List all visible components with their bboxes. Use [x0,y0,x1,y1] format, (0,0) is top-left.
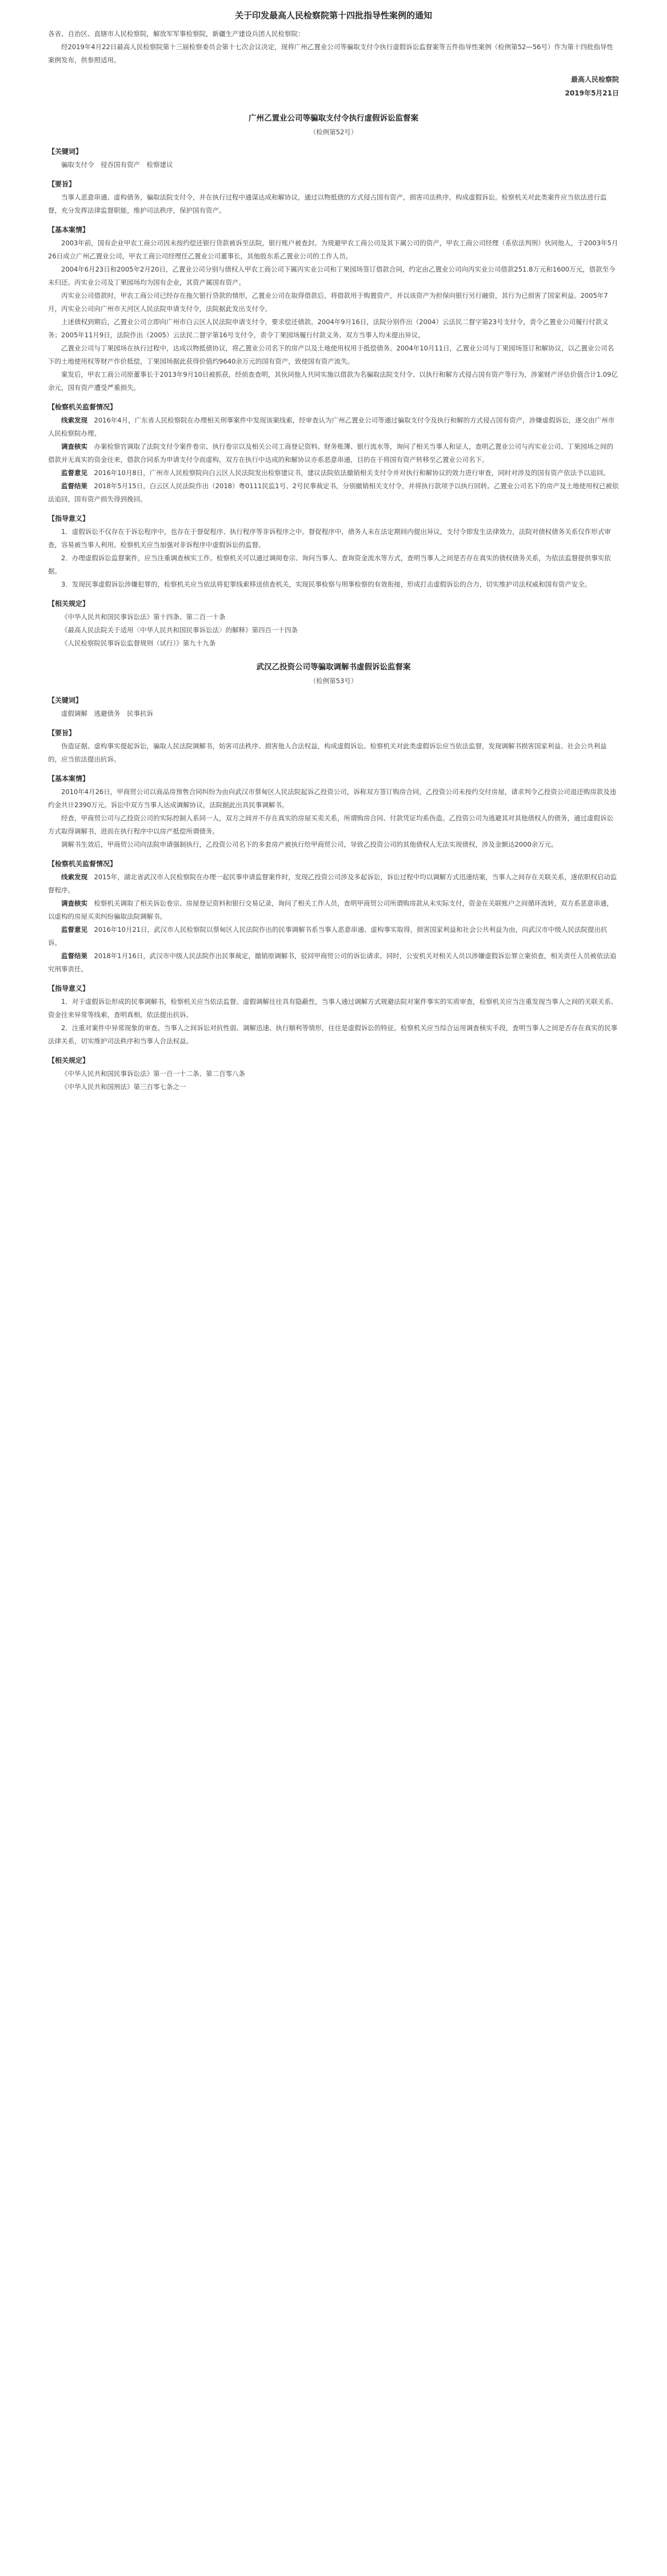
section-heading: 【基本案情】 [48,775,90,783]
notice-date: 2019年5月21日 [565,89,619,97]
paragraph [48,897,619,923]
paragraph-text: 2015年，湖北省武汉市人民检察院在办理一起民事申请监督案件时，发现乙投资公司涉及多起诉讼，诉讼过程中均以调解方式迅速结案，当事人之间存在关联关系，遂依职权启动监督程序。 [48,873,617,894]
case-block [0,650,667,1094]
paragraph-text: 丙实业公司借款时，甲农工商公司已经存在拖欠银行贷款的情形，乙置业公司在取得借款后，将借款用于购置资产，并以该资产为担保向银行另行融资，其行为已损害了国家利益。2005年7月，丙实业公司向广州市天河区人民法院申请支付令，法院据此发出支付令。 [48,292,608,313]
section-heading: 【检察机关监督情况】 [48,860,117,868]
section-heading: 【要旨】 [48,729,76,737]
paragraph-text: 《中华人民共和国民事诉讼法》第一百一十二条、第二百零八条 [61,1070,245,1078]
paragraph-lead: 监督意见 [61,469,87,477]
paragraph-text: 2016年10月21日，武汉市人民检察院以蔡甸区人民法院作出的民事调解书系当事人恶意串通、虚构事实取得，损害国家利益和社会公共利益为由，向武汉市中级人民法院提出抗诉。 [48,926,608,947]
paragraph-lead: 监督结果 [61,482,87,490]
paragraph-text: 案发后，甲农工商公司原董事长于2013年9月10日被抓获，经侦查查明，其伙同他人共同实施以借款为名骗取法院支付令、以执行和解方式侵占国有资产等行为，涉案财产评估价值合计1.09亿余元，国有资产遭受严重损失。 [48,370,618,392]
paragraph-lead: 监督意见 [61,926,87,934]
paragraph-text: 2010年4月26日，甲商贸公司以商品房预售合同纠纷为由向武汉市蔡甸区人民法院起诉乙投资公司，诉称双方签订购房合同，乙投资公司未按约交付房屋，请求判令乙投资公司退还购房款及违约金共计2390万元。诉讼中双方当事人达成调解协议，法院据此出具民事调解书。 [48,788,617,809]
paragraph-text: 《最高人民法院关于适用〈中华人民共和国民事诉讼法〉的解释》第四百一十四条 [61,626,298,634]
paragraph [48,785,619,812]
paragraph-text: 2016年10月8日，广州市人民检察院向白云区人民法院发出检察建议书，建议法院依法撤销相关支付令并对执行和解协议的效力进行审查，同时对涉及的国有资产依法予以追回。 [94,469,610,477]
paragraph [48,191,619,217]
paragraph [48,611,619,624]
section-heading: 【要旨】 [48,180,76,188]
paragraph [48,1067,619,1080]
paragraph-text: 3．发现民事虚假诉讼涉嫌犯罪的，检察机关应当依法将犯罪线索移送侦查机关，实现民事检察与刑事检察的有效衔接，形成打击虚假诉讼的合力，切实维护司法权威和国有资产安全。 [61,580,592,588]
section-heading: 【相关规定】 [48,600,90,608]
paragraph-text: 2003年前，国有企业甲农工商公司因未按约偿还银行贷款被诉至法院，银行账户被查封。为规避甲农工商公司及其下属公司的资产，甲农工商公司经理（系依法判刑）伙同他人，于2003年5月26日成立广州乙置业公司，甲农工商公司经理任乙置业公司董事长，其他股东系乙置业公司的工作人员。 [48,239,618,260]
paragraph [48,525,619,552]
paragraph-text: 《人民检察院民事诉讼监督规则（试行）》第九十九条 [61,639,216,647]
paragraph [48,480,619,506]
paragraph-text: 骗取支付令 侵吞国有资产 检察建议 [61,161,173,169]
paragraph-lead: 调查核实 [61,899,87,907]
paragraph [48,466,619,480]
case-title: 武汉乙投资公司等骗取调解书虚假诉讼监督案 [256,663,411,672]
section-heading: 【指导意义】 [48,984,90,992]
section-heading: 【基本案情】 [48,226,90,234]
paragraph [48,624,619,637]
notice-salutation: 各省、自治区、直辖市人民检察院，解放军军事检察院，新疆生产建设兵团人民检察院： [48,30,305,38]
paragraph [48,263,619,289]
case-number: （检例第52号） [309,128,358,136]
paragraph [48,440,619,466]
paragraph-text: 检察机关调取了相关诉讼卷宗、房屋登记资料和银行交易记录，询问了相关工作人员，查明甲商贸公司所谓购房款从未实际支付，资金在关联账户之间循环流转，双方系恶意串通，以虚构的房屋买卖纠纷骗取法院调解书。 [48,899,613,920]
paragraph-text: 伪造证据、虚构事实提起诉讼，骗取人民法院调解书，妨害司法秩序、损害他人合法权益，构成虚假诉讼。检察机关对此类虚假诉讼应当依法监督，发现调解书损害国家利益、社会公共利益的，应当依法提出抗诉。 [48,742,607,763]
paragraph [48,871,619,897]
paragraph-text: 办案检察官调取了法院支付令案件卷宗、执行卷宗以及相关公司工商登记资料、财务账簿、银行流水等，询问了相关当事人和证人，查明乙置业公司与丙实业公司、丁果园场之间的借款并无真实的资金往来，借款合同系为申请支付令而虚构，双方在执行中达成的和解协议亦系恶意串通，目的在于将国有资产转移至乙置业公司名下。 [48,442,613,464]
paragraph [48,368,619,394]
paragraph-text: 2．注重对案件中异常现象的审查。当事人之间诉讼对抗性弱、调解迅速、执行顺利等情形，往往是虚假诉讼的特征。检察机关应当综合运用调查核实手段，查明当事人之间是否存在真实的民事法律关系，切实维护司法秩序和当事人合法权益。 [48,1024,618,1045]
paragraph [48,740,619,766]
paragraph-text: 当事人恶意串通、虚构债务，骗取法院支付令，并在执行过程中通谋达成和解协议，通过以物抵债的方式侵占国有资产，损害司法秩序，构成虚假诉讼。检察机关对此类案件应当依法进行监督，充分发挥法律监督职能，维护司法秩序，保护国有资产。 [48,193,607,214]
paragraph-text: 2018年1月16日，武汉市中级人民法院作出民事裁定，撤销原调解书，驳回甲商贸公司的诉讼请求。同时，公安机关对相关人员以涉嫌虚假诉讼罪立案侦查，相关责任人员被依法追究刑事责任。 [48,952,617,973]
paragraph [48,1080,619,1094]
paragraph [48,237,619,263]
paragraph-text: 2018年5月15日，白云区人民法院作出（2018）粤0111民监1号、2号民事裁定书，分别撤销相关支付令，并将执行款项予以执行回转。乙置业公司名下的房产及土地使用权已被依法追回，国有资产损失得到挽回。 [48,482,619,503]
section-heading: 【相关规定】 [48,1056,90,1064]
paragraph [48,637,619,650]
paragraph [48,578,619,591]
paragraph [48,923,619,950]
section-heading: 【关键词】 [48,696,83,704]
paragraph-text: 调解书生效后，甲商贸公司向法院申请强制执行，乙投资公司名下的多套房产被执行给甲商贸公司，导致乙投资公司的其他债权人无法实现债权，涉及金额达2000余万元。 [61,840,558,848]
paragraph-text: 乙置业公司与丁果园场在执行过程中，达成以物抵债协议，将乙置业公司名下的房产以及土地使用权用于抵偿债务。2004年10月11日，乙置业公司与丁果园场签订和解协议，以乙置业公司名下的土地使用权等财产作价抵偿，丁果园场据此获得价值约9640余万元的国有资产，致使国有资产流失。 [48,344,614,365]
paragraph-text: 2．办理虚假诉讼监督案件，应当注重调查核实工作。检察机关可以通过调阅卷宗、询问当事人、查询资金流水等方式，查明当事人之间是否存在真实的债权债务关系，为依法监督提供事实依据。 [48,554,611,575]
paragraph-text: 1．对于虚假诉讼形成的民事调解书，检察机关应当依法监督。虚假调解往往具有隐蔽性，当事人通过调解方式规避法院对案件事实的实质审查，检察机关应当注重发现当事人之间的关联关系、资金往来异常等线索，查明真相，依法提出抗诉。 [48,998,618,1019]
paragraph [48,707,619,720]
paragraph [48,342,619,368]
paragraph [48,552,619,578]
paragraph-text: 虚假调解 逃避债务 民事抗诉 [61,709,153,717]
notice-issuer: 最高人民检察院 [570,75,619,83]
section-heading: 【指导意义】 [48,515,90,523]
paragraph-text: 《中华人民共和国刑法》第三百零七条之一 [61,1083,186,1091]
paragraph [48,1022,619,1048]
paragraph-lead: 调查核实 [61,442,87,450]
paragraph-text: 经查，甲商贸公司与乙投资公司的实际控制人系同一人，双方之间并不存在真实的房屋买卖关系，所谓购房合同、付款凭证均系伪造。乙投资公司为逃避其对其他债权人的债务，通过虚假诉讼方式取得调解书，进而在执行程序中以房产抵偿所谓债务。 [48,814,613,835]
paragraph [48,158,619,172]
paragraph [48,414,619,440]
paragraph [48,950,619,976]
case-block [0,106,667,650]
paragraph-lead: 线索发现 [61,873,87,881]
case-title: 广州乙置业公司等骗取支付令执行虚假诉讼监督案 [249,114,418,123]
paragraph-lead: 线索发现 [61,416,87,424]
paragraph-text: 上述债权到期后，乙置业公司立即向广州市白云区人民法院申请支付令，要求偿还债款。2004年9月16日，法院分别作出（2004）云法民二督字第23号支付令，责令乙置业公司履行付款义务；2005年11月9日，法院作出（2005）云法民二督字第16号支付令，责令丁果园场履行付款义务。双方当事人均未提出异议。 [48,318,609,339]
case-number: （检例第53号） [309,677,358,685]
paragraph [48,316,619,342]
notice-body: 经2019年4月22日最高人民检察院第十三届检察委员会第十七次会议决定，现将广州乙置业公司等骗取支付令执行虚假诉讼监督案等五件指导性案例（检例第52—56号）作为第十四批指导性案例发布，供参照适用。 [48,43,613,64]
paragraph-text: 1．虚假诉讼不仅存在于诉讼程序中，也存在于督促程序、执行程序等非诉程序之中。督促程序中，债务人未在法定期间内提出异议，支付令即发生法律效力，法院对债权债务关系仅作形式审查，容易被当事人利用。检察机关应当加强对非诉程序中虚假诉讼的监督。 [48,528,611,549]
notice-title: 关于印发最高人民检察院第十四批指导性案例的通知 [234,10,432,21]
paragraph-text: 2004年6月23日和2005年2月20日，乙置业公司分别与债权人甲农工商公司下属丙实业公司和丁果园场签订借款合同，约定由乙置业公司向丙实业公司借款251.8万元和1600万元，借款至今未归还。丙实业公司及丁果园场均为国有企业，其资产属国有资产。 [48,265,616,286]
paragraph [48,838,619,851]
paragraph [48,812,619,838]
case-list [0,106,667,1094]
paragraph [48,289,619,316]
paragraph-text: 2016年4月，广东省人民检察院在办理相关刑事案件中发现该案线索，经审查认为广州乙置业公司等通过骗取支付令及执行和解的方式侵占国有资产，涉嫌虚假诉讼，遂交由广州市人民检察院办理。 [48,416,615,437]
paragraph-text: 《中华人民共和国民事诉讼法》第十四条、第二百一十条 [61,613,226,621]
section-heading: 【检察机关监督情况】 [48,403,117,411]
section-heading: 【关键词】 [48,147,83,155]
paragraph-lead: 监督结果 [61,952,87,960]
paragraph [48,995,619,1022]
